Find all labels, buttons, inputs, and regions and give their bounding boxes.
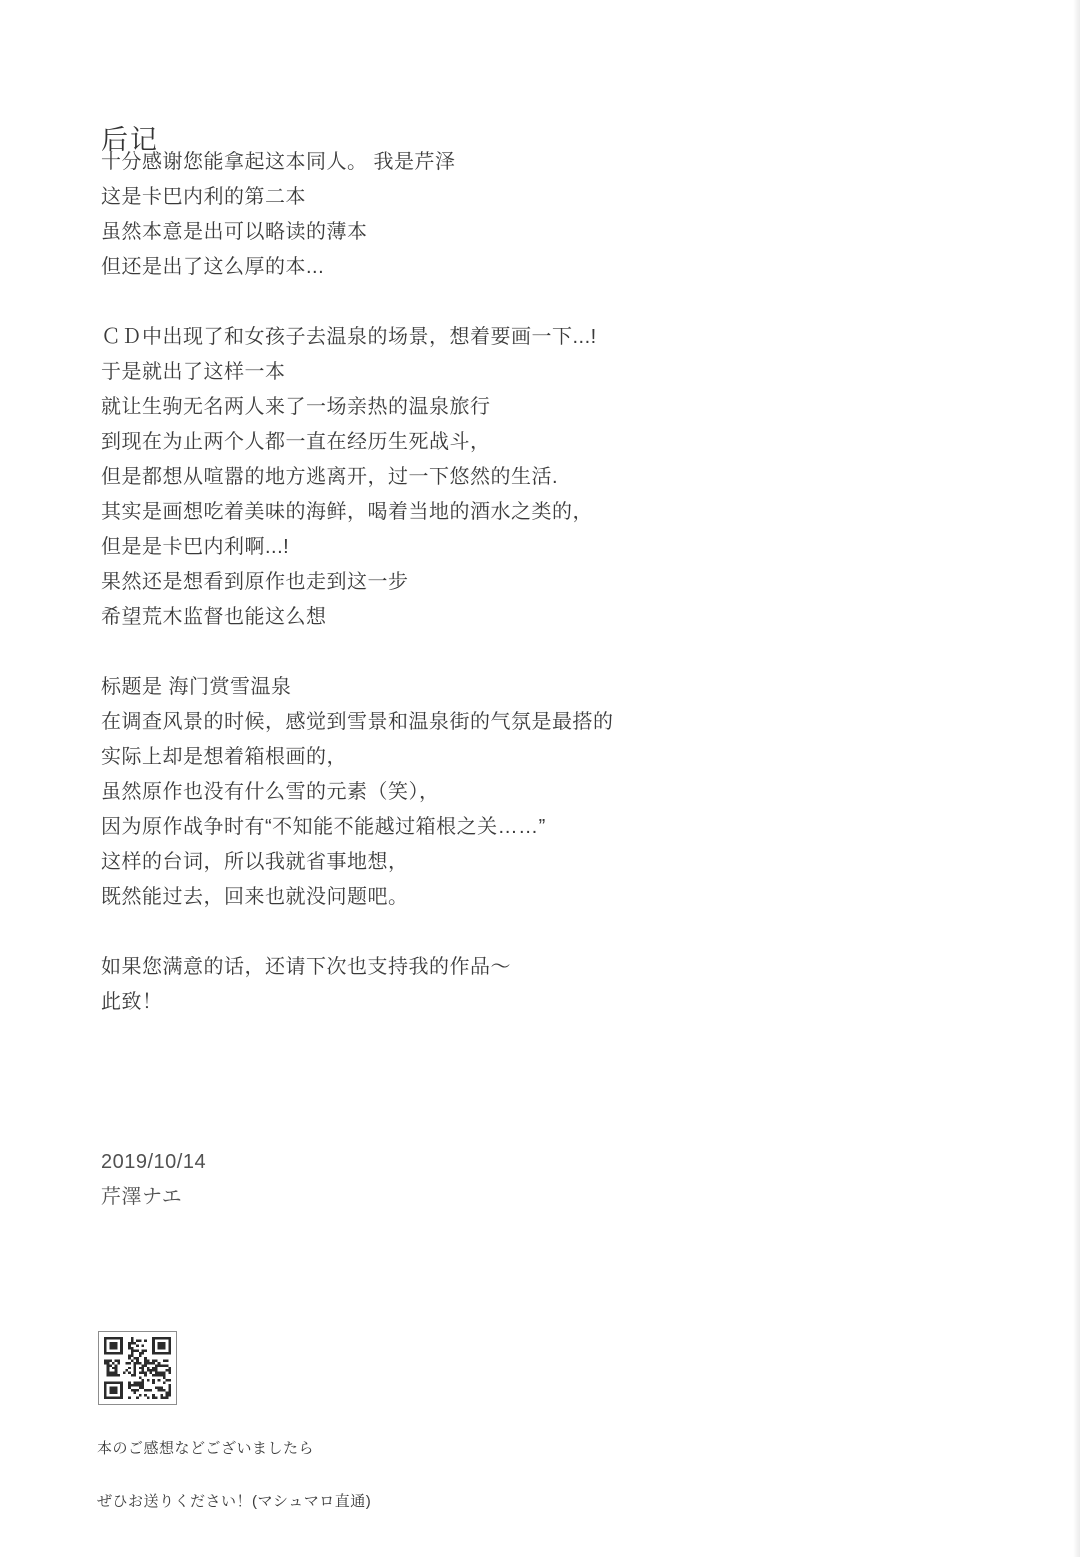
- text-line: 虽然原作也没有什么雪的元素（笑），: [101, 781, 440, 803]
- text-line: 如果您满意的话，还请下次也支持我的作品〜: [101, 956, 511, 978]
- afterword-paragraph-2: [101, 320, 614, 635]
- text-line: 到现在为止两个人都一直在经历生死战斗，: [101, 431, 491, 453]
- text-line: 果然还是想看到原作也走到这一步: [101, 571, 409, 593]
- scan-edge-shadow: [1073, 0, 1080, 1557]
- qr-code-icon: [104, 1337, 171, 1399]
- text-line: 此致！: [101, 991, 163, 1013]
- text-line: 这是卡巴内利的第二本: [101, 186, 306, 208]
- page-title: 后记: [101, 125, 159, 156]
- text-line: 但是是卡巴内利啊...!: [101, 536, 290, 558]
- text-line: 但是都想从喧嚣的地方逃离开，过一下悠然的生活.: [101, 466, 559, 488]
- afterword-body: [101, 145, 614, 1055]
- feedback-note-line: ぜひお送りください！(マシュマロ直通): [97, 1492, 372, 1510]
- text-line: 在调查风景的时候，感觉到雪景和温泉街的气氛是最搭的: [101, 711, 614, 733]
- feedback-note: [97, 1405, 371, 1545]
- text-line: 实际上却是想着箱根画的，: [101, 746, 347, 768]
- text-line: 十分感谢您能拿起这本同人。 我是芹泽: [101, 151, 456, 173]
- feedback-note-line: 本のご感想などございましたら: [97, 1440, 315, 1457]
- date-text: 2019/10/14: [101, 1151, 207, 1173]
- qr-frame: [98, 1331, 177, 1405]
- afterword-paragraph-4: [101, 950, 614, 1020]
- text-line: 既然能过去，回来也就没问题吧。: [101, 886, 409, 908]
- text-line: 虽然本意是出可以略读的薄本: [101, 221, 368, 243]
- text-line: 标题是 海门赏雪温泉: [101, 676, 292, 698]
- text-line: 其实是画想吃着美味的海鲜，喝着当地的酒水之类的，: [101, 501, 593, 523]
- text-line: 但还是出了这么厚的本...: [101, 256, 325, 278]
- text-line: 希望荒木监督也能这么想: [101, 606, 327, 628]
- afterword-paragraph-3: [101, 670, 614, 915]
- afterword-paragraph-1: [101, 145, 614, 285]
- text-line: ＣＤ中出现了和女孩子去温泉的场景，想着要画一下...!: [101, 326, 597, 348]
- text-line: 就让生驹无名两人来了一场亲热的温泉旅行: [101, 396, 491, 418]
- colophon: [101, 1145, 206, 1215]
- text-line: 这样的台词，所以我就省事地想，: [101, 851, 409, 873]
- text-line: 于是就出了这样一本: [101, 361, 286, 383]
- signature-text: 芹澤ナエ: [101, 1186, 183, 1208]
- text-line: 因为原作战争时有“不知能不能越过箱根之关……”: [101, 816, 546, 838]
